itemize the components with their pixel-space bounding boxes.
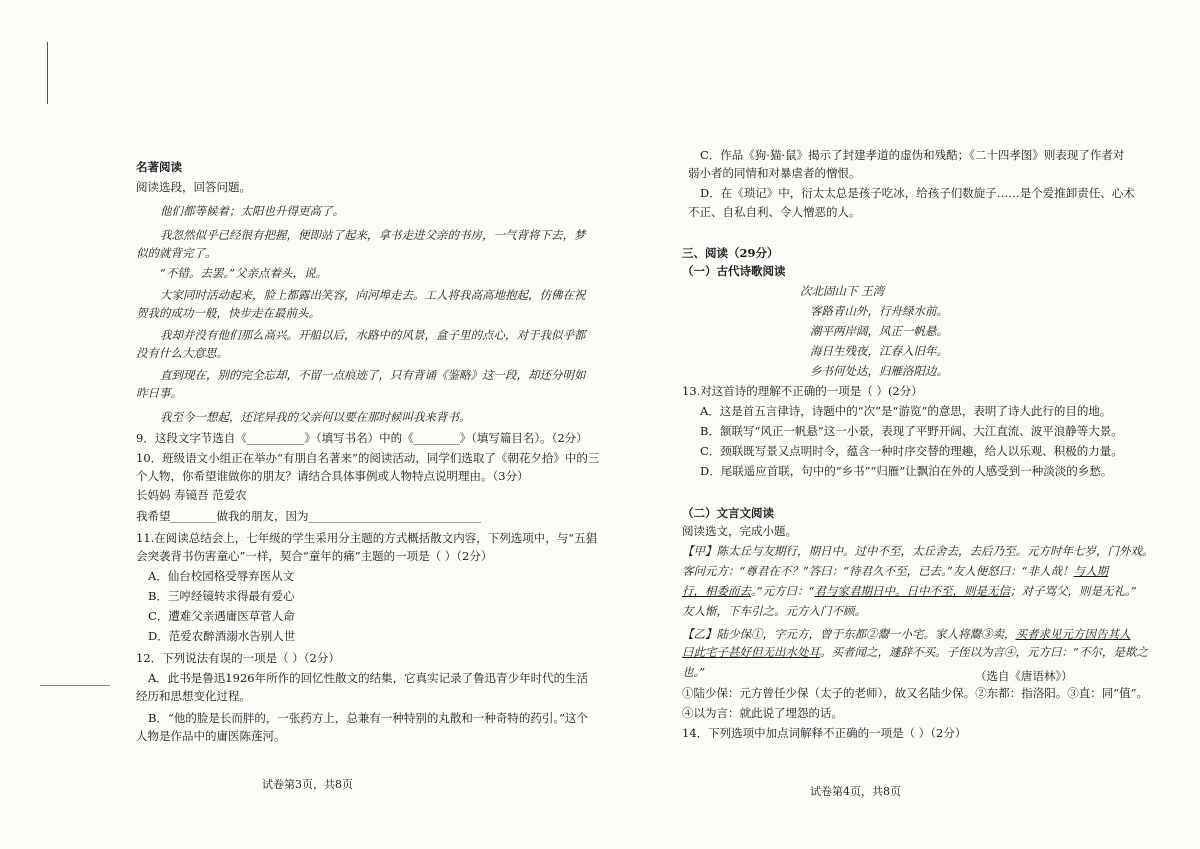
passage-jia-line: 友人惭，下车引之。元方入门不顾。 [682,604,866,618]
question-10-cont: 个人物，你希望谁做你的朋友？请结合具体事例或人物特点说明理由。（3分） [136,469,529,483]
passage-line: 他们都等候着；太阳也升得更高了。 [160,204,344,218]
question-12: 12．下列说法有误的一项是（ ）（2分） [136,651,340,665]
answer-blank: 我希望________做我的朋友，因为______________________________ [136,509,481,523]
passage-line: 我忽然似乎已经很有把握，便即站了起来，拿书走进父亲的书房，一气背将下去，梦 [160,228,586,242]
option: C．遭难父亲遇庸医草菅人命 [148,609,295,623]
poem-line: 客路青山外，行舟绿水前。 [810,304,948,318]
passage-line: 我至今一想起，还诧异我的父亲何以要在那时候叫我来背书。 [160,410,471,424]
underlined-phrase: 行，相委而去 [682,584,751,598]
option: B．颔联写“风正一帆悬”这一小景，表现了平野开阔、大江直流、波平浪静等大景。 [700,424,1123,438]
passage-yi-line: 【乙】陆少保①，字元方，曾于东都②鬻一小宅。家人将鬻③卖，买者求见元方因告其人 [682,627,1131,641]
option-cont: 不正、自私自利、令人憎恶的人。 [688,205,861,219]
option: A．仙台校园格受辱弃医从文 [148,569,295,583]
passage-jia-line: 【甲】陈太丘与友期行，期日中。过中不至，太丘舍去，去后乃至。元方时年七岁，门外戏。 [682,544,1154,558]
question-11: 11.在阅读总结会上，七年级的学生采用分主题的方式概括散文内容，下列选项中，与“五猖 [136,531,598,545]
passage-jia-line: 行，相委而去。”元方曰：“君与家君期日中。日中不至，则是无信；对子骂父，则是无礼。” [682,584,1137,598]
underlined-sentence: 君与家君期日中。日中不至，则是无信 [814,584,1011,598]
passage-line: 我却并没有他们那么高兴。开船以后，水路中的风景，盒子里的点心，对于我似乎都 [160,328,586,342]
instruction: 阅读选文，完成小题。 [682,524,797,538]
option: B．三哼经镜转求得最有爱心 [148,589,295,603]
passage-yi-line: 也。” [682,665,706,679]
exam-page-4 [600,0,1200,849]
character-list: 长妈妈 寿镜吾 范爱农 [136,488,247,502]
option-cont: 人物是作品中的庸医陈莲河。 [136,729,286,743]
underlined-phrase: 与人期 [1073,564,1109,578]
option: B．“他的脸是长而胖的，一张药方上，总兼有一种特别的丸散和一种奇特的药引。”这个 [148,711,588,725]
option: C．颈联既写景又点明时令，蕴含一种时序交替的理趣，给人以乐观、积极的力量。 [700,444,1123,458]
passage-line: 没有什么大意思。 [136,346,228,360]
passage-source: （选自《唐语林》） [975,669,1073,683]
passage-jia-line: 客问元方：“尊君在不？”答曰：“待君久不至，已去。”友人便怒曰：“非人哉！与人期 [682,564,1109,578]
subsection-classical: （二）文言文阅读 [682,506,774,520]
passage-line: 大家同时活动起来，脸上都露出笑容，向河埠走去。工人将我高高地抱起，仿佛在祝 [160,288,586,302]
passage-line: “不错。去罢。”父亲点着头，说。 [160,266,328,280]
poem-line: 潮平两岸阔，风正一帆悬。 [810,324,948,338]
question-11-cont: 会突袭背书伤害童心”一样，契合“童年的痛”主题的一项是（ ）（2分） [136,549,493,563]
page-footer: 试卷第3页，共8页 [262,778,353,791]
question-9: 9．这段文字节选自《__________》（填写书名）中的《________》（填写篇目名）。（2分） [136,431,588,445]
passage-line: 贺我的成功一般，快步走在最前头。 [136,306,320,320]
option-cont: 弱小者的同情和对暴虐者的憎恨。 [688,166,861,180]
question-13: 13.对这首诗的理解不正确的一项是（ ）(2分） [682,384,923,398]
question-14: 14．下列选项中加点词解释不正确的一项是（ ）（2分） [682,726,967,740]
poem-line: 海日生残夜，江春入旧年。 [810,344,948,358]
poem-title: 次北固山下 王湾 [800,284,885,298]
page-footer: 试卷第4页，共8页 [810,785,901,798]
passage-line: 似的就背完了。 [136,246,217,260]
underlined-sentence: 曰此宅子甚好但无出水处耳 [682,645,820,659]
section-title: 名著阅读 [136,160,182,174]
option: A．这是首五言律诗，诗题中的“次”是“游览”的意思，表明了诗人此行的目的地。 [700,404,1112,418]
option: A．此书是鲁迅1926年所作的回忆性散文的结集，它真实记录了鲁迅青少年时代的生活 [148,671,589,685]
section-3-title: 三、阅读（29分） [682,246,779,260]
question-10: 10．班级语文小组正在举办“有朋自名著来”的阅读活动，同学们选取了《朝花夕拾》中的三 [136,451,600,465]
subsection-poetry: （一）古代诗歌阅读 [682,264,786,278]
passage-yi-line: 曰此宅子甚好但无出水处耳。买者闻之，遽辞不买。子侄以为言④，元方曰：“不尔，是欺之 [682,645,1148,659]
option: D．尾联遥应首联，句中的“乡书”“归雁”让飘泊在外的人感受到一种淡淡的乡愁。 [700,464,1113,478]
underlined-sentence: 买者求见元方因告其人 [1015,627,1131,641]
option: D．在《琐记》中，衍太太总是孩子吃冰，给孩子们数旋子……是个爱推卸责任、心术 [700,186,1135,200]
option-cont: 经历和思想变化过程。 [136,689,251,703]
footnote: ④以为言：就此说了埋怨的话。 [682,706,843,720]
footnote: ①陆少保：元方曾任少保（太子的老师），故又名陆少保。②东都：指洛阳。③直：同“值”。 [682,686,1149,700]
passage-line: 昨日事。 [136,386,182,400]
instruction: 阅读选段，回答问题。 [136,180,251,194]
passage-line: 直到现在，别的完全忘却，不留一点痕迹了，只有背诵《鉴略》这一段，却还分明如 [160,368,586,382]
option: C．作品《狗·猫·鼠》揭示了封建孝道的虚伪和残酷；《二十四孝图》则表现了作者对 [700,148,1125,162]
poem-line: 乡书何处达，归雁洛阳边。 [810,364,948,378]
option: D．范爱农醉酒溺水告别人世 [148,629,296,643]
